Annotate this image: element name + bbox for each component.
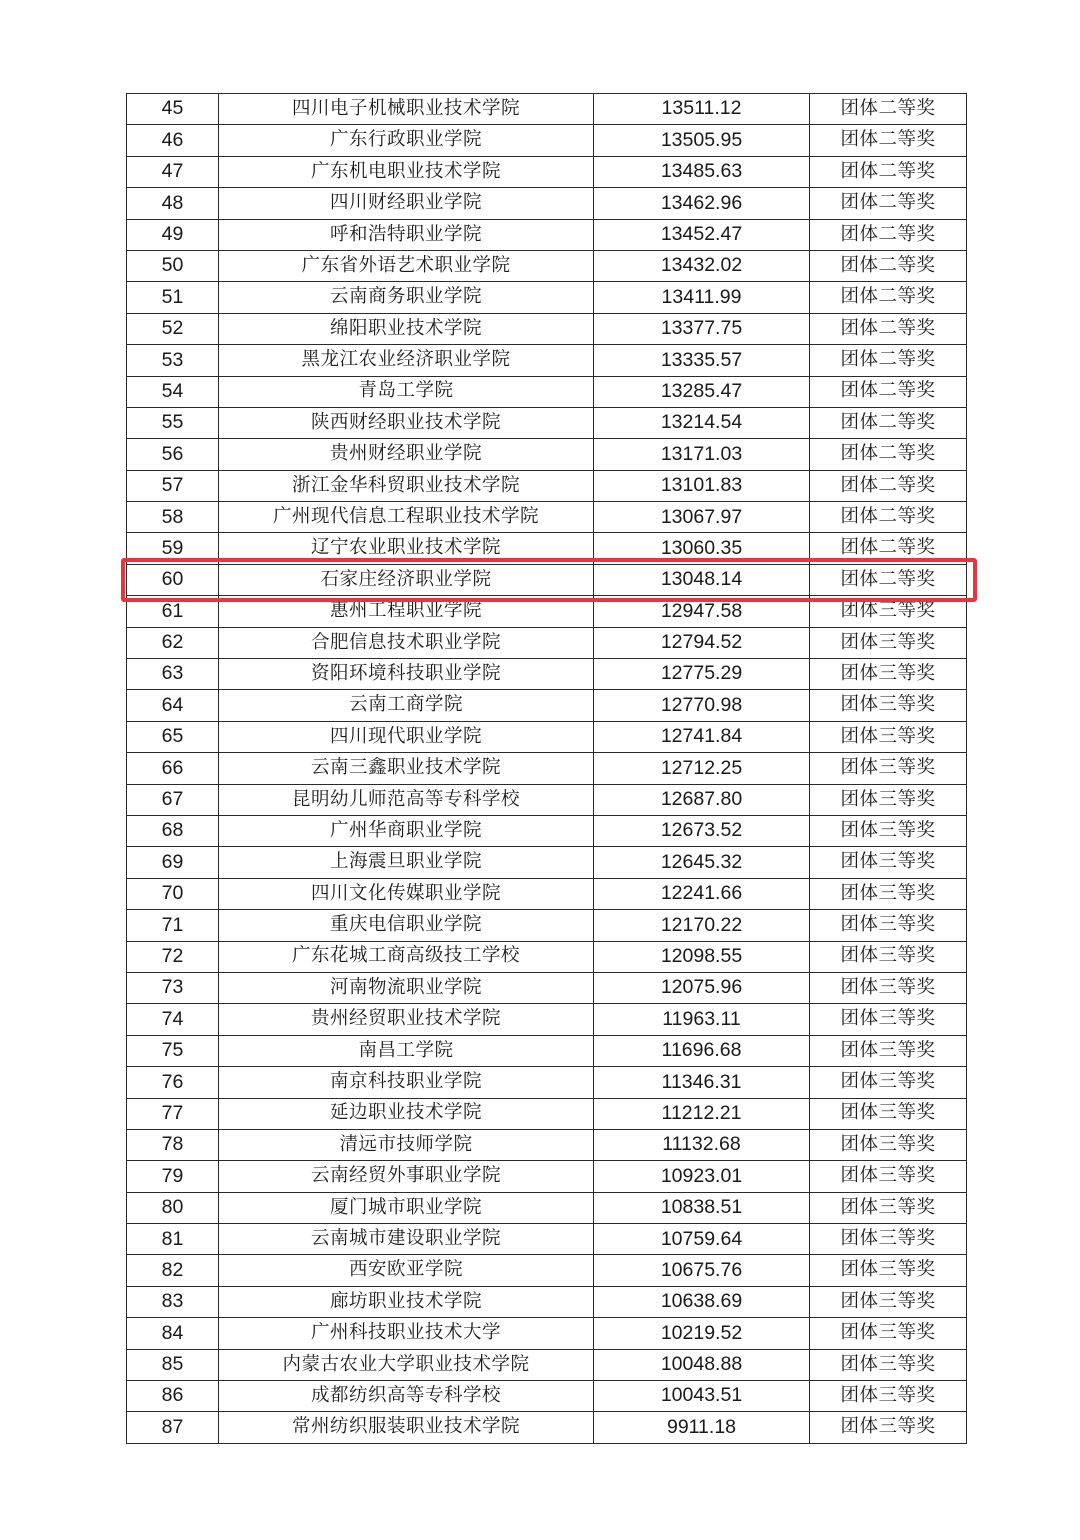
table-row [127, 659, 967, 690]
score-cell: 10838.51 [594, 1192, 810, 1223]
award-cell: 团体三等奖 [810, 910, 967, 941]
school-name-cell: 常州纺织服装职业技术学院 [219, 1412, 594, 1443]
table-row [127, 847, 967, 878]
award-cell: 团体三等奖 [810, 627, 967, 658]
school-name-cell: 广州现代信息工程职业技术学院 [219, 502, 594, 533]
school-name-cell: 四川文化传媒职业学院 [219, 878, 594, 909]
school-name-cell: 上海震旦职业学院 [219, 847, 594, 878]
score-cell: 12673.52 [594, 815, 810, 846]
school-name-cell: 广东机电职业技术学院 [219, 156, 594, 187]
rank-cell: 45 [127, 94, 219, 125]
school-name-cell: 内蒙古农业大学职业技术学院 [219, 1349, 594, 1380]
rank-cell: 47 [127, 156, 219, 187]
award-cell: 团体二等奖 [810, 156, 967, 187]
rank-cell: 46 [127, 125, 219, 156]
school-name-cell: 云南工商学院 [219, 690, 594, 721]
rank-cell: 87 [127, 1412, 219, 1443]
score-cell: 12712.25 [594, 753, 810, 784]
award-cell: 团体三等奖 [810, 1004, 967, 1035]
rank-cell: 68 [127, 815, 219, 846]
table-row [127, 721, 967, 752]
score-cell: 11212.21 [594, 1098, 810, 1129]
award-cell: 团体三等奖 [810, 690, 967, 721]
award-cell: 团体三等奖 [810, 1098, 967, 1129]
award-cell: 团体三等奖 [810, 878, 967, 909]
table-row [127, 1067, 967, 1098]
score-cell: 13335.57 [594, 345, 810, 376]
table-row [127, 1412, 967, 1443]
school-name-cell: 四川电子机械职业技术学院 [219, 94, 594, 125]
school-name-cell: 呼和浩特职业学院 [219, 219, 594, 250]
school-name-cell: 云南城市建设职业学院 [219, 1224, 594, 1255]
score-cell: 10923.01 [594, 1161, 810, 1192]
award-cell: 团体二等奖 [810, 125, 967, 156]
score-cell: 12947.58 [594, 596, 810, 627]
rank-cell: 72 [127, 941, 219, 972]
score-cell: 10759.64 [594, 1224, 810, 1255]
school-name-cell: 广州华商职业学院 [219, 815, 594, 846]
table-row [127, 1035, 967, 1066]
school-name-cell: 合肥信息技术职业学院 [219, 627, 594, 658]
score-cell: 10638.69 [594, 1286, 810, 1317]
rank-cell: 48 [127, 188, 219, 219]
school-name-cell: 西安欧亚学院 [219, 1255, 594, 1286]
rank-cell: 85 [127, 1349, 219, 1380]
school-name-cell: 绵阳职业技术学院 [219, 313, 594, 344]
rank-cell: 65 [127, 721, 219, 752]
school-name-cell: 广东行政职业学院 [219, 125, 594, 156]
table-row [127, 502, 967, 533]
score-cell: 11346.31 [594, 1067, 810, 1098]
table-row [127, 1192, 967, 1223]
table-row [127, 627, 967, 658]
score-cell: 13048.14 [594, 564, 810, 595]
score-cell: 11132.68 [594, 1129, 810, 1160]
award-cell: 团体二等奖 [810, 502, 967, 533]
score-cell: 13485.63 [594, 156, 810, 187]
school-name-cell: 贵州经贸职业技术学院 [219, 1004, 594, 1035]
score-cell: 12098.55 [594, 941, 810, 972]
rank-cell: 84 [127, 1318, 219, 1349]
table-row [127, 470, 967, 501]
rank-cell: 76 [127, 1067, 219, 1098]
table-row [127, 753, 967, 784]
rank-cell: 58 [127, 502, 219, 533]
award-cell: 团体三等奖 [810, 1161, 967, 1192]
table-row [127, 1098, 967, 1129]
award-cell: 团体三等奖 [810, 815, 967, 846]
score-cell: 13067.97 [594, 502, 810, 533]
score-cell: 13060.35 [594, 533, 810, 564]
award-cell: 团体三等奖 [810, 1129, 967, 1160]
table-row [127, 784, 967, 815]
award-cell: 团体三等奖 [810, 1224, 967, 1255]
award-cell: 团体二等奖 [810, 564, 967, 595]
school-name-cell: 浙江金华科贸职业技术学院 [219, 470, 594, 501]
award-cell: 团体二等奖 [810, 282, 967, 313]
table-row [127, 125, 967, 156]
rank-cell: 80 [127, 1192, 219, 1223]
table-row [127, 972, 967, 1003]
table-row [127, 1381, 967, 1412]
rank-cell: 53 [127, 345, 219, 376]
rank-cell: 55 [127, 407, 219, 438]
award-cell: 团体二等奖 [810, 439, 967, 470]
award-cell: 团体三等奖 [810, 1035, 967, 1066]
rank-cell: 69 [127, 847, 219, 878]
award-cell: 团体二等奖 [810, 94, 967, 125]
award-cell: 团体二等奖 [810, 313, 967, 344]
rank-cell: 67 [127, 784, 219, 815]
rank-cell: 52 [127, 313, 219, 344]
school-name-cell: 广东花城工商高级技工学校 [219, 941, 594, 972]
table-row [127, 910, 967, 941]
score-cell: 11963.11 [594, 1004, 810, 1035]
school-name-cell: 石家庄经济职业学院 [219, 564, 594, 595]
award-cell: 团体三等奖 [810, 1318, 967, 1349]
table-row [127, 596, 967, 627]
rank-cell: 49 [127, 219, 219, 250]
school-name-cell: 河南物流职业学院 [219, 972, 594, 1003]
score-cell: 10043.51 [594, 1381, 810, 1412]
award-cell: 团体三等奖 [810, 847, 967, 878]
rank-cell: 81 [127, 1224, 219, 1255]
score-cell: 13432.02 [594, 250, 810, 281]
table-row [127, 407, 967, 438]
award-cell: 团体三等奖 [810, 753, 967, 784]
table-row [127, 815, 967, 846]
score-cell: 13452.47 [594, 219, 810, 250]
table-row [127, 94, 967, 125]
school-name-cell: 陕西财经职业技术学院 [219, 407, 594, 438]
award-cell: 团体三等奖 [810, 972, 967, 1003]
school-name-cell: 广州科技职业技术大学 [219, 1318, 594, 1349]
rank-cell: 51 [127, 282, 219, 313]
school-name-cell: 云南商务职业学院 [219, 282, 594, 313]
table-row [127, 533, 967, 564]
rank-cell: 56 [127, 439, 219, 470]
award-cell: 团体二等奖 [810, 376, 967, 407]
score-cell: 13214.54 [594, 407, 810, 438]
rank-cell: 74 [127, 1004, 219, 1035]
rank-cell: 77 [127, 1098, 219, 1129]
school-name-cell: 厦门城市职业学院 [219, 1192, 594, 1223]
award-cell: 团体三等奖 [810, 1255, 967, 1286]
table-row [127, 690, 967, 721]
award-cell: 团体三等奖 [810, 1286, 967, 1317]
results-table-body [127, 94, 967, 1444]
score-cell: 12075.96 [594, 972, 810, 1003]
score-cell: 13171.03 [594, 439, 810, 470]
score-cell: 12645.32 [594, 847, 810, 878]
table-row [127, 1318, 967, 1349]
rank-cell: 73 [127, 972, 219, 1003]
school-name-cell: 昆明幼儿师范高等专科学校 [219, 784, 594, 815]
rank-cell: 60 [127, 564, 219, 595]
school-name-cell: 重庆电信职业学院 [219, 910, 594, 941]
school-name-cell: 惠州工程职业学院 [219, 596, 594, 627]
school-name-cell: 云南经贸外事职业学院 [219, 1161, 594, 1192]
rank-cell: 61 [127, 596, 219, 627]
score-cell: 13462.96 [594, 188, 810, 219]
award-cell: 团体二等奖 [810, 533, 967, 564]
award-cell: 团体二等奖 [810, 219, 967, 250]
rank-cell: 57 [127, 470, 219, 501]
school-name-cell: 成都纺织高等专科学校 [219, 1381, 594, 1412]
award-cell: 团体二等奖 [810, 345, 967, 376]
table-row [127, 219, 967, 250]
score-cell: 13285.47 [594, 376, 810, 407]
rank-cell: 79 [127, 1161, 219, 1192]
table-row [127, 1349, 967, 1380]
score-cell: 11696.68 [594, 1035, 810, 1066]
table-row [127, 1161, 967, 1192]
award-cell: 团体三等奖 [810, 784, 967, 815]
award-cell: 团体三等奖 [810, 596, 967, 627]
award-cell: 团体三等奖 [810, 1412, 967, 1443]
award-cell: 团体三等奖 [810, 1192, 967, 1223]
school-name-cell: 广东省外语艺术职业学院 [219, 250, 594, 281]
school-name-cell: 四川财经职业学院 [219, 188, 594, 219]
table-row [127, 1129, 967, 1160]
table-row [127, 345, 967, 376]
rank-cell: 63 [127, 659, 219, 690]
score-cell: 13377.75 [594, 313, 810, 344]
results-table [126, 93, 967, 1444]
award-cell: 团体三等奖 [810, 721, 967, 752]
table-row [127, 1004, 967, 1035]
rank-cell: 78 [127, 1129, 219, 1160]
school-name-cell: 辽宁农业职业技术学院 [219, 533, 594, 564]
school-name-cell: 云南三鑫职业技术学院 [219, 753, 594, 784]
school-name-cell: 四川现代职业学院 [219, 721, 594, 752]
award-cell: 团体三等奖 [810, 659, 967, 690]
table-row [127, 941, 967, 972]
table-row [127, 1286, 967, 1317]
table-row [127, 282, 967, 313]
score-cell: 12241.66 [594, 878, 810, 909]
school-name-cell: 南昌工学院 [219, 1035, 594, 1066]
award-cell: 团体三等奖 [810, 1349, 967, 1380]
score-cell: 12170.22 [594, 910, 810, 941]
table-row [127, 439, 967, 470]
table-row [127, 1255, 967, 1286]
score-cell: 12770.98 [594, 690, 810, 721]
school-name-cell: 贵州财经职业学院 [219, 439, 594, 470]
school-name-cell: 廊坊职业技术学院 [219, 1286, 594, 1317]
award-cell: 团体三等奖 [810, 1381, 967, 1412]
rank-cell: 71 [127, 910, 219, 941]
rank-cell: 64 [127, 690, 219, 721]
score-cell: 13505.95 [594, 125, 810, 156]
score-cell: 10048.88 [594, 1349, 810, 1380]
score-cell: 12687.80 [594, 784, 810, 815]
table-row [127, 1224, 967, 1255]
award-cell: 团体二等奖 [810, 188, 967, 219]
table-row [127, 250, 967, 281]
table-row [127, 156, 967, 187]
table-row [127, 188, 967, 219]
table-row [127, 313, 967, 344]
school-name-cell: 资阳环境科技职业学院 [219, 659, 594, 690]
rank-cell: 82 [127, 1255, 219, 1286]
rank-cell: 86 [127, 1381, 219, 1412]
score-cell: 9911.18 [594, 1412, 810, 1443]
award-cell: 团体三等奖 [810, 1067, 967, 1098]
rank-cell: 83 [127, 1286, 219, 1317]
table-row-highlighted [127, 564, 967, 595]
rank-cell: 50 [127, 250, 219, 281]
award-cell: 团体三等奖 [810, 941, 967, 972]
award-cell: 团体二等奖 [810, 250, 967, 281]
rank-cell: 75 [127, 1035, 219, 1066]
award-cell: 团体二等奖 [810, 407, 967, 438]
award-cell: 团体二等奖 [810, 470, 967, 501]
score-cell: 10675.76 [594, 1255, 810, 1286]
school-name-cell: 清远市技师学院 [219, 1129, 594, 1160]
score-cell: 12775.29 [594, 659, 810, 690]
rank-cell: 59 [127, 533, 219, 564]
school-name-cell: 黑龙江农业经济职业学院 [219, 345, 594, 376]
rank-cell: 62 [127, 627, 219, 658]
rank-cell: 70 [127, 878, 219, 909]
score-cell: 12741.84 [594, 721, 810, 752]
score-cell: 13101.83 [594, 470, 810, 501]
table-row [127, 878, 967, 909]
score-cell: 12794.52 [594, 627, 810, 658]
rank-cell: 66 [127, 753, 219, 784]
school-name-cell: 青岛工学院 [219, 376, 594, 407]
score-cell: 13411.99 [594, 282, 810, 313]
score-cell: 13511.12 [594, 94, 810, 125]
school-name-cell: 延边职业技术学院 [219, 1098, 594, 1129]
school-name-cell: 南京科技职业学院 [219, 1067, 594, 1098]
table-row [127, 376, 967, 407]
score-cell: 10219.52 [594, 1318, 810, 1349]
rank-cell: 54 [127, 376, 219, 407]
